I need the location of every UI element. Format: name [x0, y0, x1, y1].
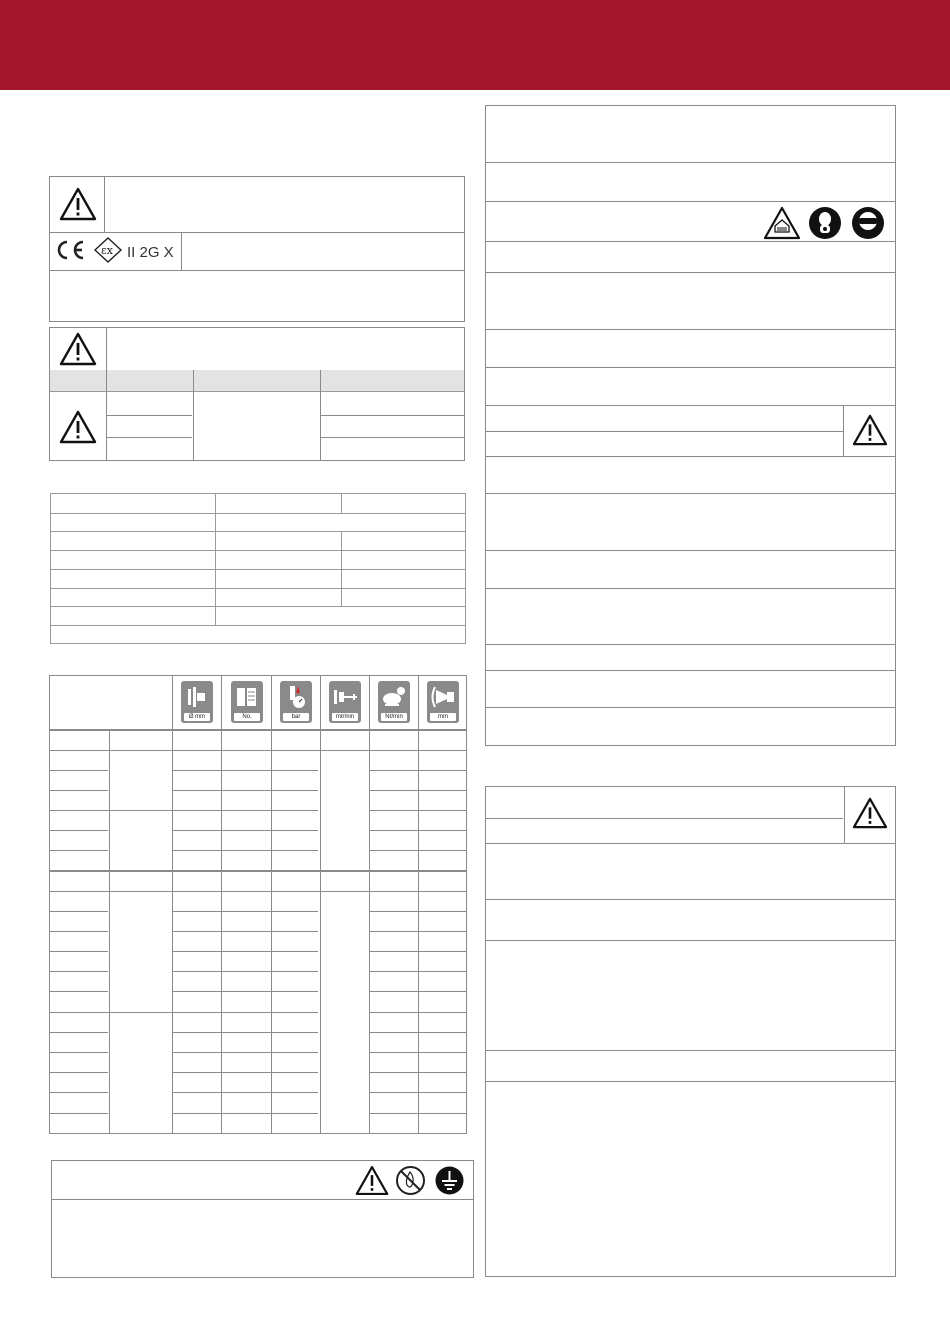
- header-band: [0, 0, 950, 90]
- spray-width-icon: [427, 681, 459, 723]
- atex-certification-box: [49, 176, 465, 322]
- ex-atex-icon: [94, 237, 122, 263]
- warning-triangle-icon: [852, 414, 888, 446]
- warning-triangle-icon: [355, 1165, 389, 1196]
- ventilation-warning-icon: [763, 206, 801, 240]
- nozzle-diameter-icon: [181, 681, 213, 723]
- pressure-label: bar: [283, 713, 309, 721]
- nozzle-table: [49, 675, 467, 1134]
- nozzle-number-label: No.: [234, 713, 260, 721]
- warning-triangle-icon: [59, 187, 97, 221]
- air-consumption-label: Nℓ/min: [381, 713, 407, 721]
- air-flow-label: mℓ/min: [332, 713, 358, 721]
- compressor-icon: [378, 681, 410, 723]
- no-open-flame-icon: [395, 1165, 426, 1196]
- warning-spec-header-row: [50, 370, 464, 392]
- svg-text:εx: εx: [101, 244, 113, 257]
- grounding-warning-box: [51, 1160, 474, 1278]
- technical-data-table: [50, 493, 466, 644]
- spray-width-label: mm: [430, 713, 456, 721]
- respirator-mask-icon: [808, 206, 842, 240]
- pressure-gauge-icon: [280, 681, 312, 723]
- maintenance-instructions-box: [485, 786, 896, 1277]
- operation-instructions-box: [485, 105, 896, 746]
- warning-triangle-icon: [852, 797, 888, 829]
- safety-goggles-icon: [851, 206, 885, 240]
- air-flow-icon: [329, 681, 361, 723]
- nozzle-diameter-label: Ø mm: [184, 713, 210, 721]
- ce-mark-icon: [54, 240, 86, 260]
- warning-triangle-icon: [59, 410, 97, 444]
- atex-marking-text: II 2G X: [127, 244, 174, 261]
- warning-triangle-icon: [59, 332, 97, 366]
- earth-ground-icon: [434, 1165, 465, 1196]
- nozzle-number-icon: [231, 681, 263, 723]
- warning-spec-box: [49, 327, 465, 461]
